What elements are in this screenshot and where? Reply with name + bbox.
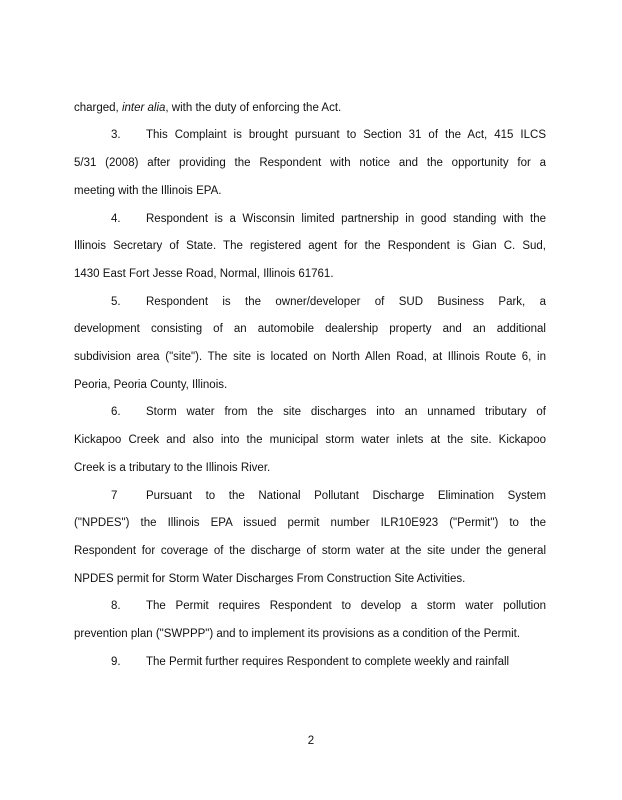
paragraph-number: 9. <box>111 656 121 668</box>
paragraph-text: The Permit further requires Respondent to complete weekly and rainfall <box>146 656 510 668</box>
paragraph-text: Storm water from the site discharges into an unnamed tributary of <box>146 406 546 418</box>
paragraph-text: Respondent is the owner/developer of SUD Business Park, a <box>146 296 546 308</box>
paragraph-7-line: ("NPDES") the Illinois EPA issued permit number ILR10E923 ("Permit") to the <box>74 517 546 529</box>
paragraph-number: 3. <box>111 129 121 141</box>
paragraph-3-line: meeting with the Illinois EPA. <box>74 185 222 197</box>
paragraph-number: 8. <box>111 600 121 612</box>
paragraph-number: 7 <box>111 490 118 502</box>
paragraph-text: The Permit requires Respondent to develop a storm water pollution <box>146 600 546 612</box>
paragraph-text: Pursuant to the National Pollutant Discharge Elimination System <box>146 490 546 502</box>
paragraph-number: 4. <box>111 213 121 225</box>
paragraph-number: 5. <box>111 296 121 308</box>
paragraph-6-line: Creek is a tributary to the Illinois River. <box>74 462 271 474</box>
paragraph-text: This Complaint is brought pursuant to Section 31 of the Act, 415 ILCS <box>146 129 546 141</box>
paragraph-5-line: subdivision area ("site"). The site is located on North Allen Road, at Illinois Route 6, in <box>74 351 546 363</box>
paragraph-8-line: prevention plan ("SWPPP") and to implement its provisions as a condition of the Permit. <box>74 628 521 640</box>
page-number: 2 <box>307 735 315 747</box>
opening-line <box>74 101 546 115</box>
paragraph-3-line: 5/31 (2008) after providing the Respondent with notice and the opportunity for a <box>74 157 546 169</box>
paragraph-number: 6. <box>111 406 121 418</box>
paragraph-4-line: 1430 East Fort Jesse Road, Normal, Illinois 61761. <box>74 268 334 280</box>
paragraph-7-line: Respondent for coverage of the discharge of storm water at the site under the general <box>74 545 546 557</box>
paragraph-5-line: Peoria, Peoria County, Illinois. <box>74 379 228 391</box>
opening-suffix: , with the duty of enforcing the Act. <box>165 102 342 114</box>
paragraph-6-line: Kickapoo Creek and also into the municipal storm water inlets at the site. Kickapoo <box>74 434 546 446</box>
opening-emphasis: inter alia <box>121 102 166 114</box>
paragraph-5-line: development consisting of an automobile dealership property and an additional <box>74 323 546 335</box>
paragraph-text: Respondent is a Wisconsin limited partnership in good standing with the <box>146 213 546 225</box>
paragraph-4-line: Illinois Secretary of State. The registered agent for the Respondent is Gian C. Sud, <box>74 240 546 252</box>
paragraph-7-line: NPDES permit for Storm Water Discharges From Construction Site Activities. <box>74 573 466 585</box>
opening-prefix: charged, <box>74 102 122 114</box>
